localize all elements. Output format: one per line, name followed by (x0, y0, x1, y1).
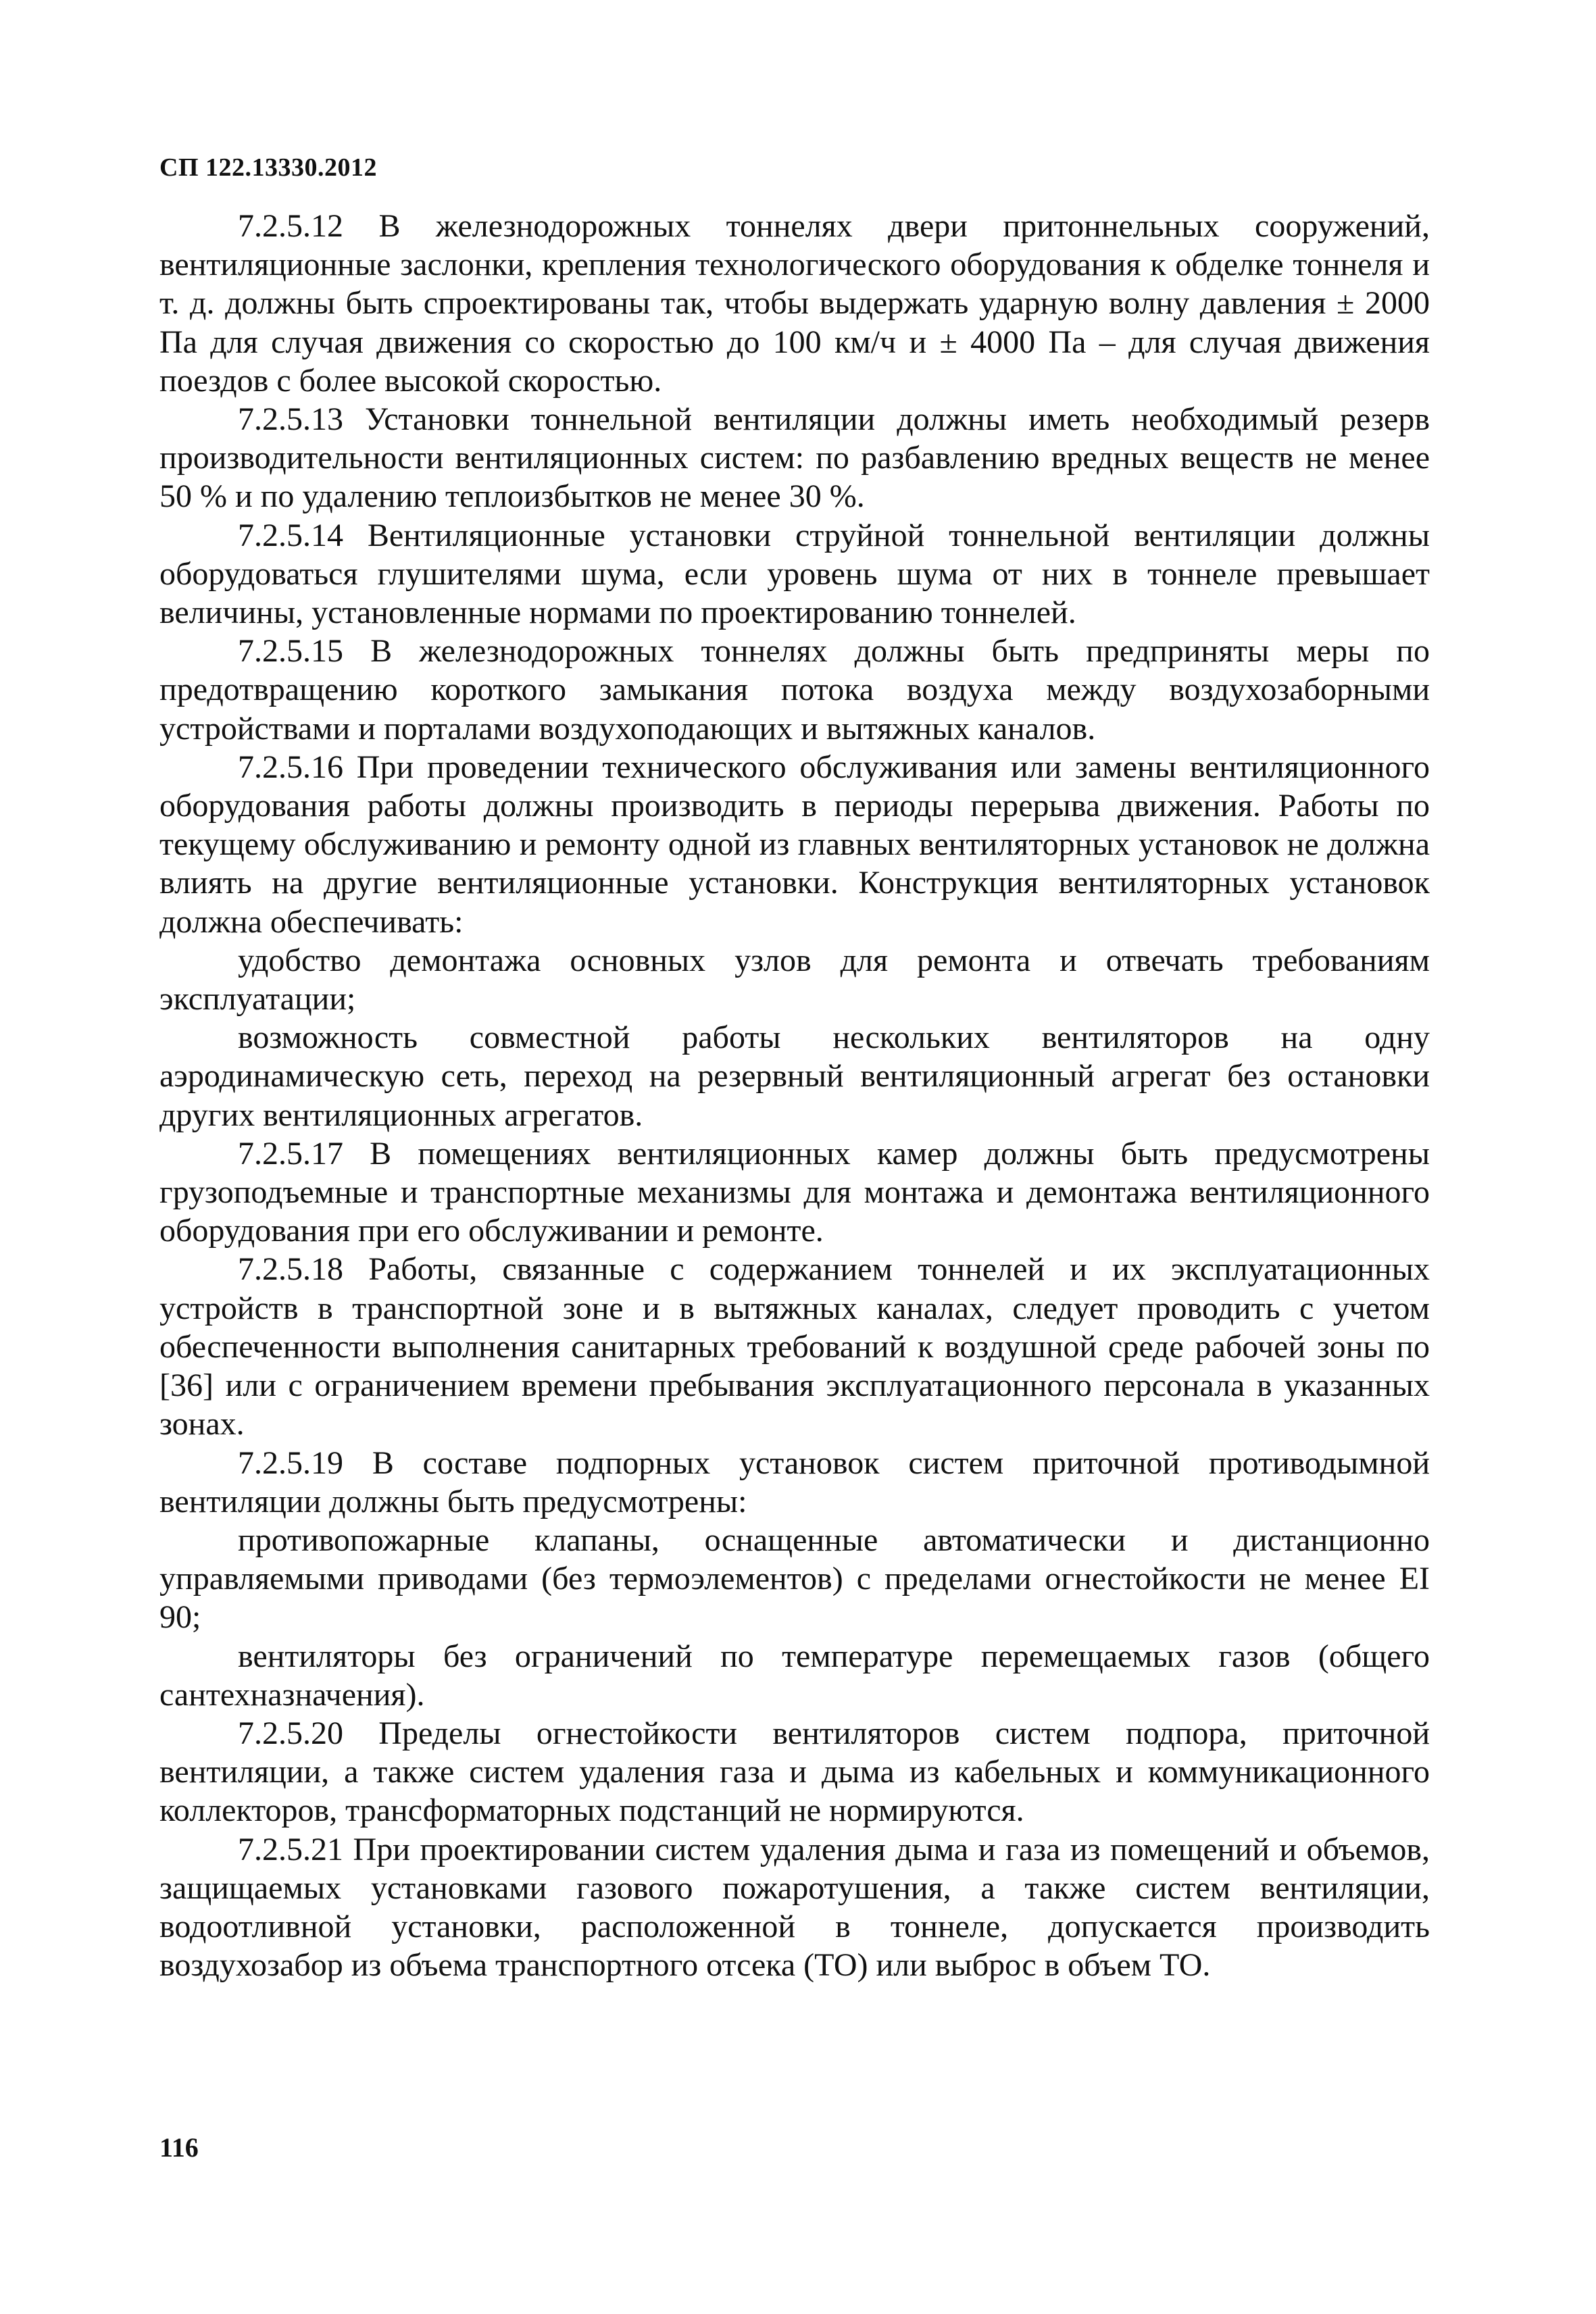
list-item-fire-dampers: противопожарные клапаны, оснащенные автоматически и дистанционно управляемыми приводами (без термоэлементов) с пределами огнестойкости не менее EI 90; (159, 1521, 1430, 1636)
list-item-dismantling: удобство демонтажа основных узлов для ремонта и отвечать требованиям эксплуатации; (159, 942, 1430, 1017)
list-item-joint-operation: возможность совместной работы нескольких вентиляторов на одну аэродинамическую сеть, переход на резервный вентиляционный агрегат без остановки других вентиляционных агрегатов. (159, 1020, 1430, 1133)
paragraph-7-2-5-20: 7.2.5.20 Пределы огнестойкости вентиляторов систем подпора, приточной вентиляции, а также систем удаления газа и дыма из кабельных и коммуникационного коллекторов, трансформаторных подстанций не нормируются. (159, 1715, 1430, 1829)
document-code-header: СП 122.13330.2012 (159, 153, 377, 182)
document-body (159, 207, 1430, 1984)
page-number: 116 (159, 2132, 199, 2163)
paragraph-7-2-5-16: 7.2.5.16 При проведении технического обслуживания или замены вентиляционного оборудования работы должны производить в периоды перерыва движения. Работы по текущему обслуживанию и ремонту одной из главных вентиляторных установок не должна влиять на другие вентиляционные установки. Конструкция вентиляторных установок должна обеспечивать: (159, 749, 1430, 940)
paragraph-7-2-5-14: 7.2.5.14 Вентиляционные установки струйной тоннельной вентиляции должны оборудоваться глушителями шума, если уровень шума от них в тоннеле превышает величины, установленные нормами по проектированию тоннелей. (159, 517, 1430, 631)
paragraph-7-2-5-21: 7.2.5.21 При проектировании систем удаления дыма и газа из помещений и объемов, защищаемых установками газового пожаротушения, а также систем вентиляции, водоотливной установки, расположенной в тоннеле, допускается производить воздухозабор из объема транспортного отсека (ТО) или выброс в объем ТО. (159, 1831, 1430, 1984)
paragraph-7-2-5-19: 7.2.5.19 В составе подпорных установок систем приточной противодымной вентиляции должны быть предусмотрены: (159, 1444, 1430, 1519)
paragraph-7-2-5-12: 7.2.5.12 В железнодорожных тоннелях двери притоннельных сооружений, вентиляционные заслонки, крепления технологического оборудования к обделке тоннеля и т. д. должны быть спроектированы так, чтобы выдержать ударную волну давления ± 2000 Па для случая движения со скоростью до 100 км/ч и ± 4000 Па – для случая движения поездов с более высокой скоростью. (159, 208, 1430, 399)
paragraph-7-2-5-15: 7.2.5.15 В железнодорожных тоннелях должны быть предприняты меры по предотвращению короткого замыкания потока воздуха между воздухозаборными устройствами и порталами воздухоподающих и вытяжных каналов. (159, 633, 1430, 747)
list-item-fans: вентиляторы без ограничений по температуре перемещаемых газов (общего сантехназначения). (159, 1638, 1430, 1713)
paragraph-7-2-5-13: 7.2.5.13 Установки тоннельной вентиляции должны иметь необходимый резерв производительности вентиляционных систем: по разбавлению вредных веществ не менее 50 % и по удалению теплоизбытков не менее 30 %. (159, 401, 1430, 515)
paragraph-7-2-5-17: 7.2.5.17 В помещениях вентиляционных камер должны быть предусмотрены грузоподъемные и транспортные механизмы для монтажа и демонтажа вентиляционного оборудования при его обслуживании и ремонте. (159, 1135, 1430, 1249)
paragraph-7-2-5-18: 7.2.5.18 Работы, связанные с содержанием тоннелей и их эксплуатационных устройств в транспортной зоне и в вытяжных каналах, следует проводить с учетом обеспеченности выполнения санитарных требований к воздушной среде рабочей зоны по [36] или с ограничением времени пребывания эксплуатационного персонала в указанных зонах. (159, 1251, 1430, 1442)
